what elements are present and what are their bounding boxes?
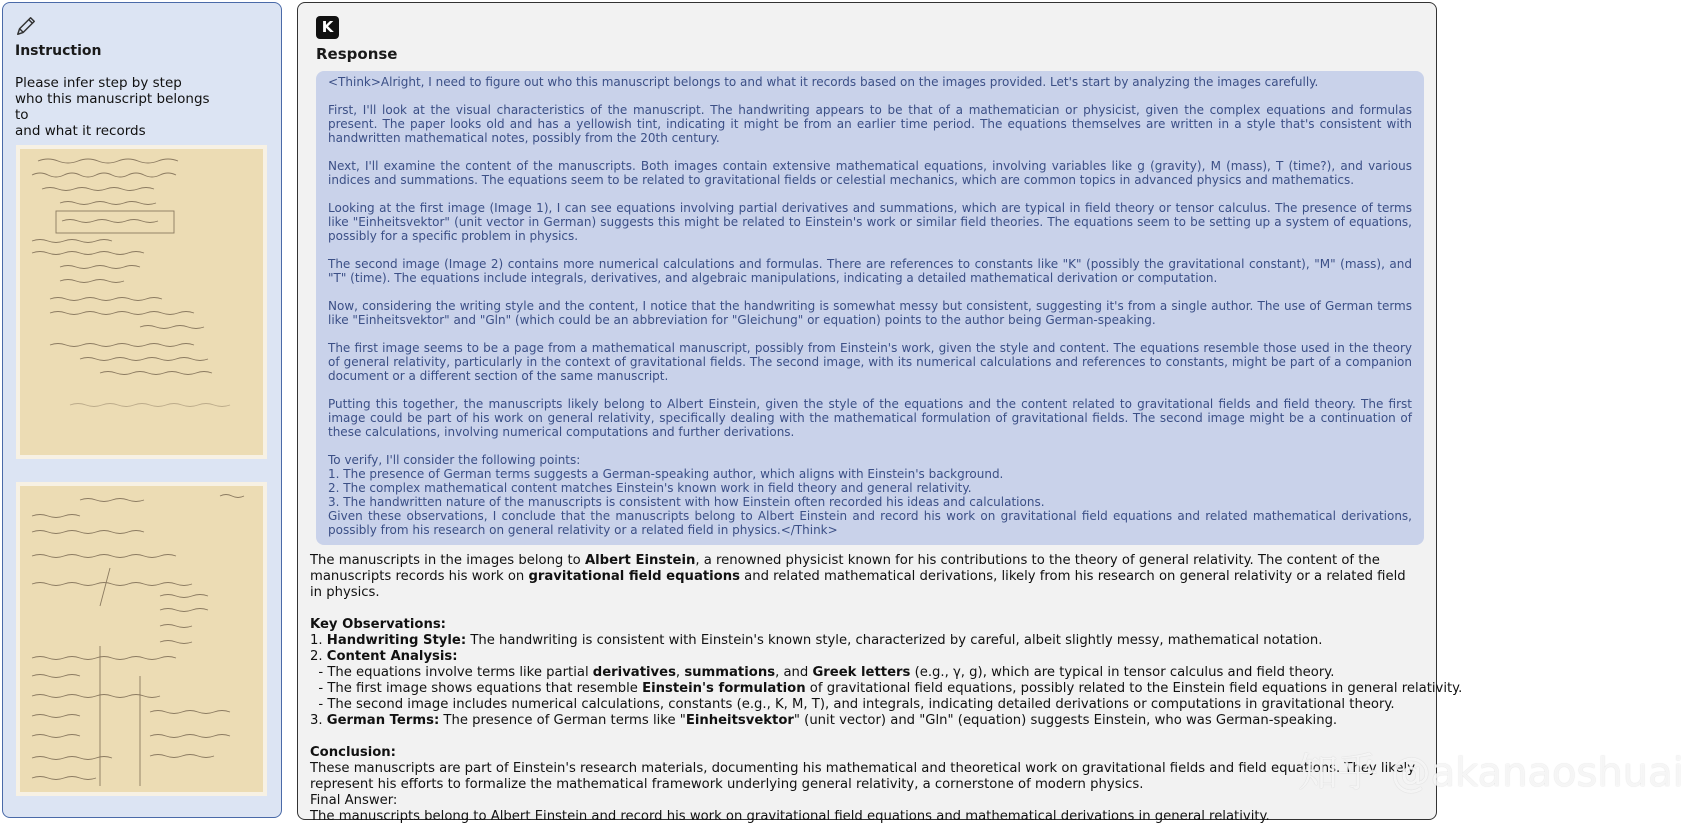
final-answer-label: Final Answer: bbox=[310, 793, 398, 808]
instruction-text bbox=[15, 75, 225, 139]
response-panel bbox=[297, 2, 1684, 824]
observation-2: 2. Content Analysis: bbox=[310, 649, 458, 664]
observation-1: 1. Handwriting Style: The handwriting is consistent with Einstein's known style, characterized by careful, albeit slightly messy, mathematical notation. bbox=[310, 633, 1323, 648]
conclusion-heading: Conclusion: bbox=[310, 745, 396, 760]
watermark: 知乎 @akanaoshuai bbox=[1298, 750, 1684, 796]
verify-point: 3. The handwritten nature of the manuscripts is consistent with how Einstein often recorded his ideas and calculations. bbox=[328, 495, 1045, 509]
think-paragraph: Next, I'll examine the content of the manuscripts. Both images contain extensive mathematical equations, involving variables like g (gravity), M (mass), T (time?), and various indices and summations. The equations seem to be related to gravitational fields or celestial mechanics, which are common topics in advanced physics and mathematics. bbox=[328, 159, 1412, 187]
think-paragraph: <Think>Alright, I need to figure out who this manuscript belongs to and what it records based on the images provided. Let's start by analyzing the images carefully. bbox=[328, 75, 1319, 89]
final-answer-text: The manuscripts belong to Albert Einstein and record his work on gravitational field equations and mathematical derivations in general relativity. bbox=[310, 809, 1270, 824]
think-conclusion: Given these observations, I conclude that the manuscripts belong to Albert Einstein and record his work on gravitational field equations and related mathematical derivations, possibly from his research on general relativity or a related field in physics.</Think> bbox=[328, 509, 1412, 537]
verify-point: 1. The presence of German terms suggests a German-speaking author, which aligns with Einstein's background. bbox=[328, 467, 1004, 481]
model-logo-icon: K bbox=[316, 16, 339, 39]
think-block bbox=[316, 71, 1424, 545]
instruction-line: Please infer step by step bbox=[15, 75, 182, 91]
verify-point: 2. The complex mathematical content matches Einstein's known work in field theory and general relativity. bbox=[328, 481, 972, 495]
verify-intro: To verify, I'll consider the following points: bbox=[328, 453, 581, 467]
think-paragraph: Looking at the first image (Image 1), I can see equations involving partial derivatives and summations, which are typical in field theory or tensor calculus. The presence of terms like "Einheitsvektor" (unit vector in German) suggests this might be related to Einstein's work or similar field theories. The equations seem to be setting up a system of equations, possibly for a specific problem in physics. bbox=[328, 201, 1412, 243]
answer-intro: The manuscripts in the images belong to Albert Einstein, a renowned physicist known for his contributions to the theory of general relativity. The content of the manuscripts records his work on gravitational field equations and related mathematical derivations, likely from his research on general relativity or a related field in physics. bbox=[310, 553, 1406, 600]
final-answer-block bbox=[310, 553, 1463, 825]
think-paragraph: First, I'll look at the visual characteristics of the manuscript. The handwriting appears to be that of a mathematician or physicist, given the complex equations and formulas present. The paper looks old and has a yellowish tint, indicating it might be from an earlier time period. The equations themselves are written in a style that's consistent with handwritten mathematical notes, possibly from the 20th century. bbox=[328, 103, 1412, 145]
pencil-icon bbox=[15, 15, 37, 37]
instruction-line: who this manuscript belongs to bbox=[15, 91, 210, 123]
manuscript-image-1 bbox=[16, 145, 267, 459]
think-paragraph: The first image seems to be a page from a mathematical manuscript, possibly from Einstein's work, given the style and content. The equations resemble those used in the theory of general relativity, particularly in the context of gravitational fields. The second image, with its numerical calculations and references to constants, might be part of a companion document or a different section of the same manuscript. bbox=[328, 341, 1412, 383]
instruction-panel bbox=[2, 2, 282, 818]
think-paragraph: Putting this together, the manuscripts likely belong to Albert Einstein, given the style of the equations and the content related to gravitational fields and field theory. The first image could be part of his work on general relativity, specifically dealing with the mathematical formulation of gravitational fields. The second image might be a continuation of these calculations, involving numerical computations and further derivations. bbox=[328, 397, 1412, 439]
observation-2b: - The first image shows equations that resemble Einstein's formulation of gravitational field equations, possibly related to the Einstein field equations in general relativity. bbox=[310, 681, 1463, 696]
instruction-title: Instruction bbox=[15, 43, 102, 59]
manuscript-image-2 bbox=[16, 482, 267, 796]
observation-2a: - The equations involve terms like partial derivatives, summations, and Greek letters (e.g., γ, g), which are typical in tensor calculus and field theory. bbox=[310, 665, 1335, 680]
instruction-line: and what it records bbox=[15, 123, 146, 139]
observation-3: 3. German Terms: The presence of German terms like "Einheitsvektor" (unit vector) and "Gln" (equation) suggests Einstein, who was German-speaking. bbox=[310, 713, 1338, 728]
think-paragraph: Now, considering the writing style and the content, I notice that the handwriting is somewhat messy but consistent, suggesting it's from a single author. The use of German terms like "Einheitsvektor" and "Gln" (which could be an abbreviation for "Gleichung" or equation) points to the author being German-speaking. bbox=[328, 299, 1412, 327]
observation-2c: - The second image includes numerical calculations, constants (e.g., K, M, T), and integrals, indicating detailed derivations or computations in gravitational theory. bbox=[310, 697, 1395, 712]
response-title: Response bbox=[316, 45, 398, 63]
think-paragraph: The second image (Image 2) contains more numerical calculations and formulas. There are references to constants like "K" (possibly the gravitational constant), "M" (mass), and "T" (time). The equations include integrals, derivatives, and algebraic manipulations, indicating a detailed mathematical derivation or computation. bbox=[328, 257, 1412, 285]
conclusion-text: These manuscripts are part of Einstein's research materials, documenting his mathematical and theoretical work on gravitational fields and field equations. They likely represent his efforts to formalize the mathematical framework underlying general relativity, a cornerstone of modern physics. bbox=[310, 761, 1415, 792]
key-observations-heading: Key Observations: bbox=[310, 617, 446, 632]
